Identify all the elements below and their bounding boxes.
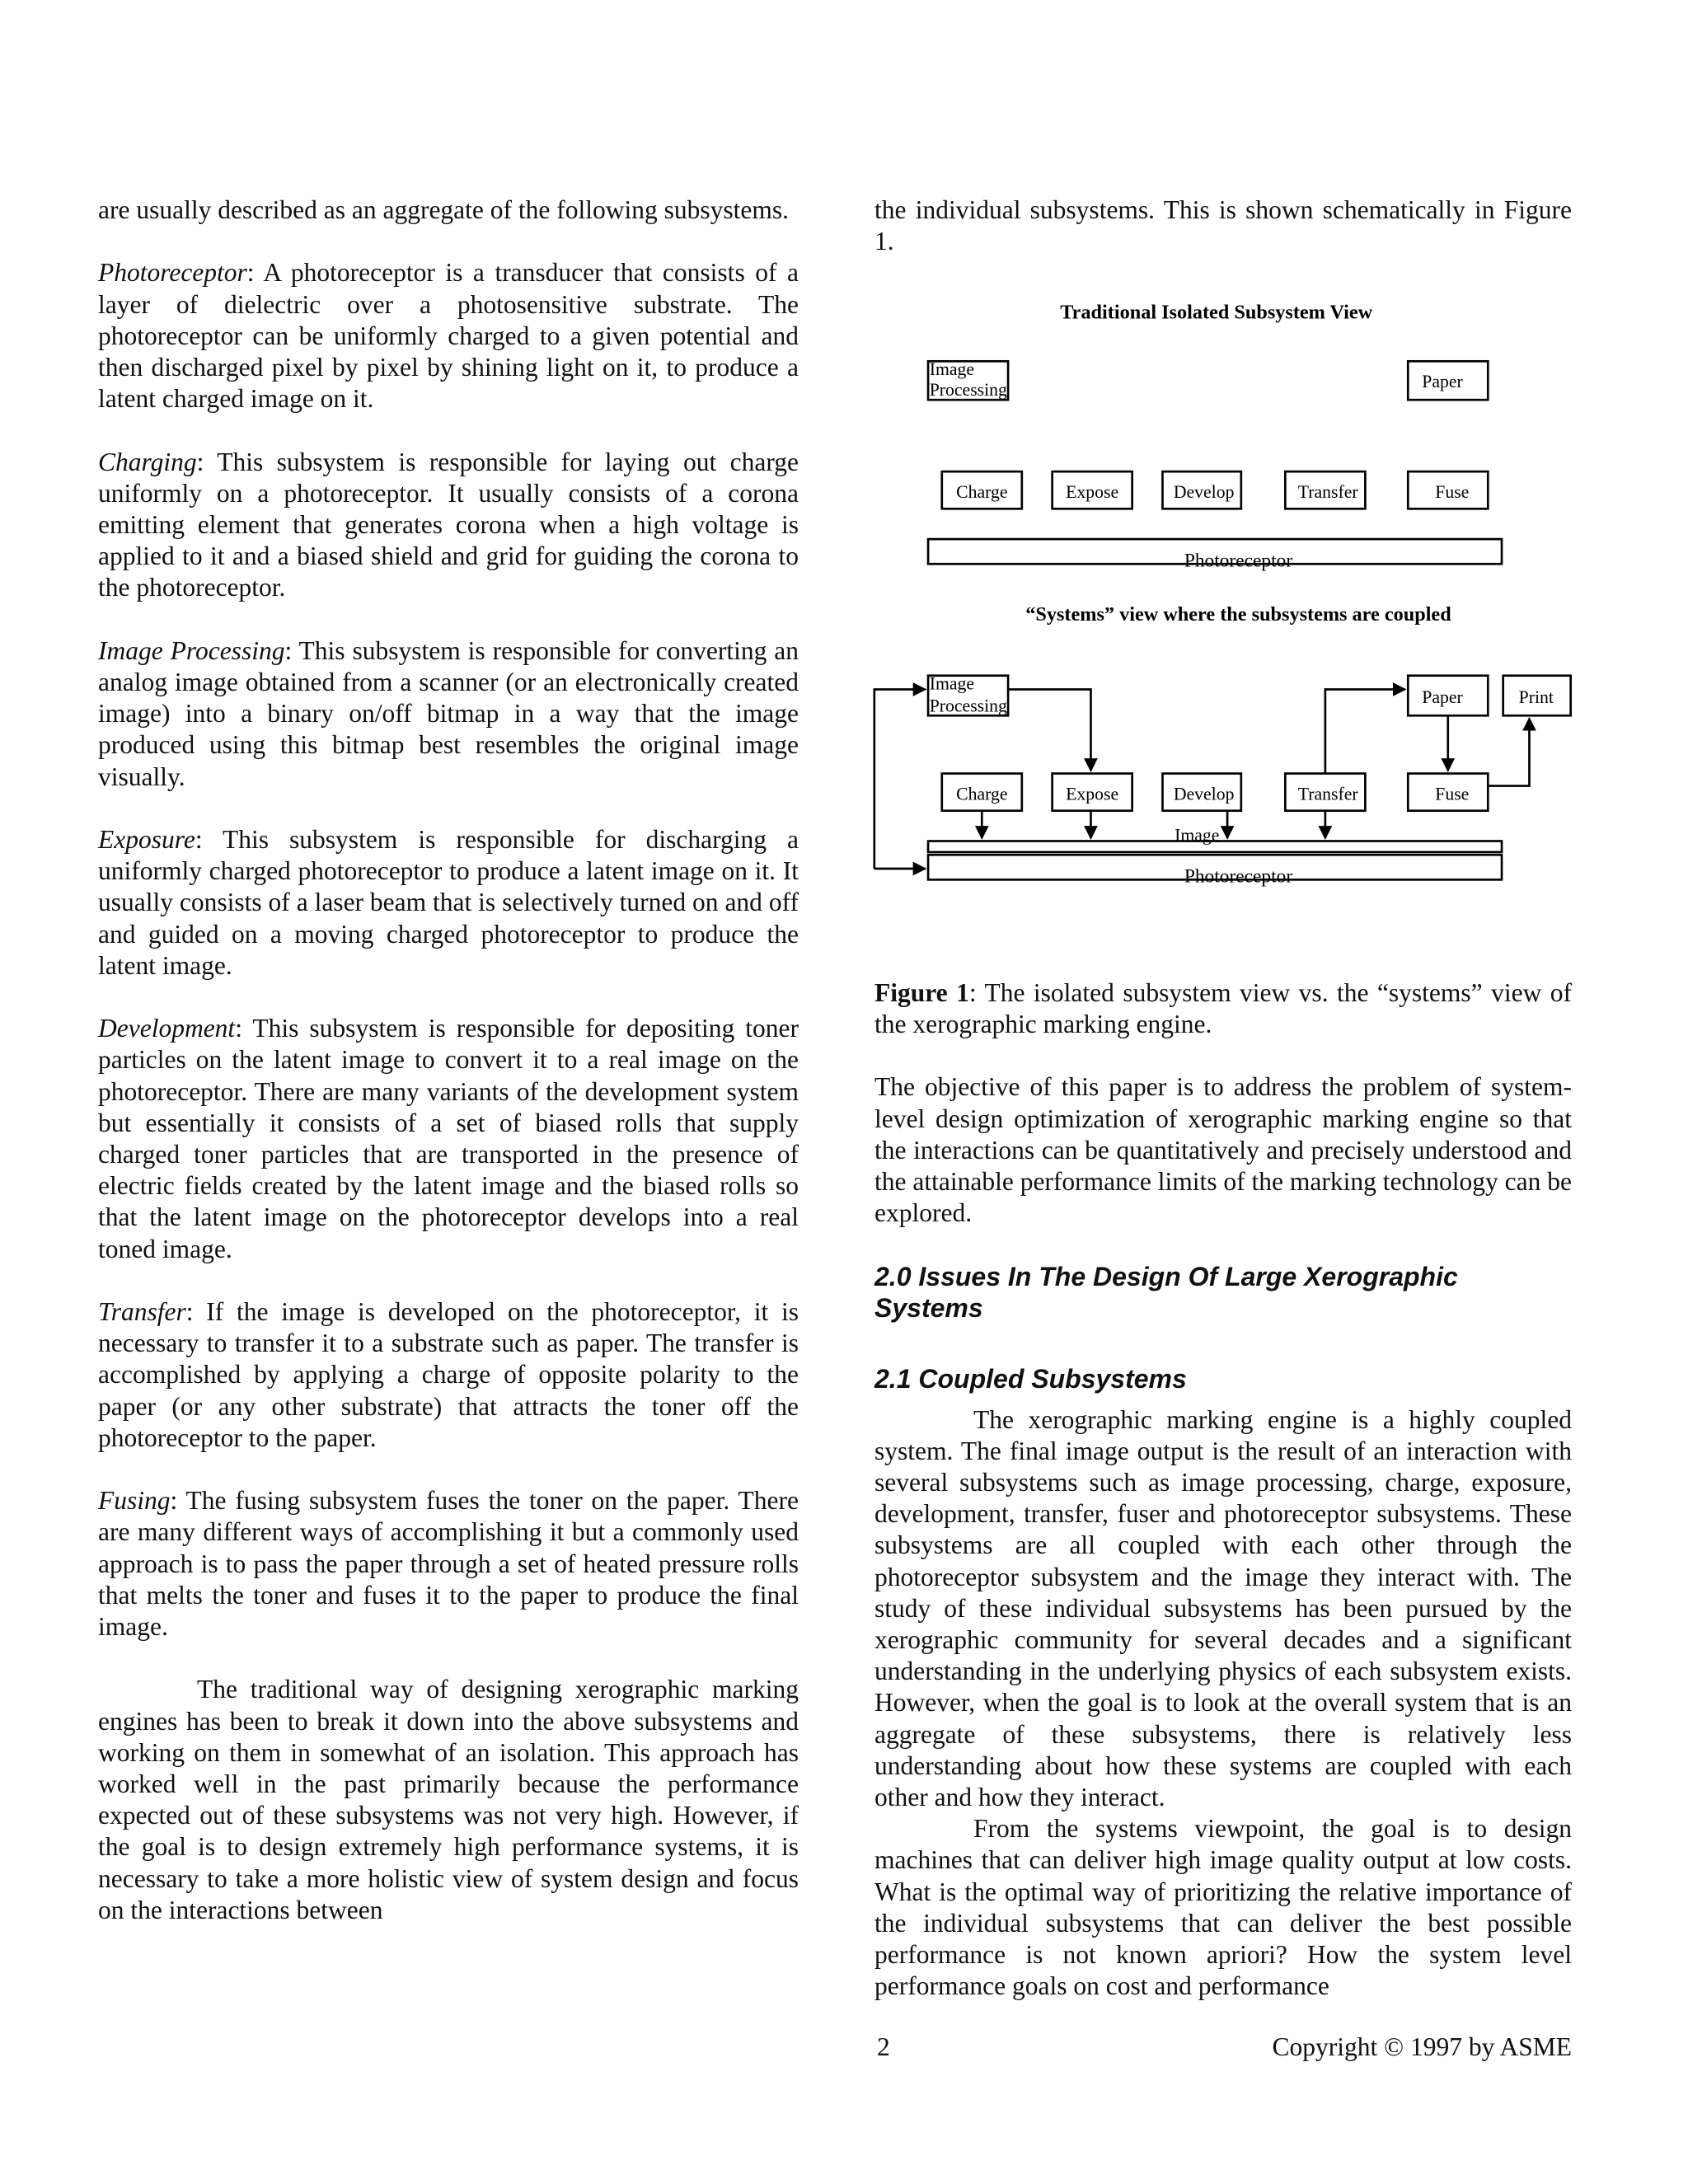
section-heading-2-0: 2.0 Issues In The Design Of Large Xerographic Systems [874, 1261, 1458, 1323]
photoreceptor-label: Photoreceptor [1184, 865, 1293, 888]
box-label: Develop [1173, 481, 1235, 502]
body-paragraph: From the systems viewpoint, the goal is to design machines that can deliver high image quality output at low costs. What is the optimal way of prioritizing the relative importance of the individual subsystems that can deliver the best possible performance is not known apriori? How the system level performance goals on cost and performance [874, 1814, 1572, 2001]
definition: : This subsystem is responsible for discharging a uniformly charged photoreceptor to produce a latent image on it. It usually consists of a laser beam that is selectively turned on and off and guided on a moving charged photoreceptor to produce the latent image. [98, 825, 799, 980]
closing-paragraph: The traditional way of designing xerographic marking engines has been to break it down into the above subsystems and working on them in somewhat of an isolation. This approach has worked well in the past primarily because the performance expected out of these subsystems was not very high. However, if the goal is to design extremely high performance systems, it is necessary to take a more holistic view of system design and focus on the interactions between [98, 1675, 799, 1924]
right-column-body [874, 977, 1572, 2002]
box-label: Transfer [1297, 481, 1358, 502]
box-label: Fuse [1435, 481, 1470, 502]
term: Charging [98, 447, 197, 476]
definition: : If the image is developed on the photoreceptor, it is necessary to transfer it to a substrate such as paper. The transfer is accomplished by applying a charge of opposite polarity to the paper (or any other substrate) that attracts the toner off the photoreceptor to the paper. [98, 1297, 799, 1452]
term: Development [98, 1014, 236, 1043]
term: Exposure [98, 825, 195, 854]
intro-paragraph: are usually described as an aggregate of the following subsystems. [98, 195, 790, 224]
box-label: Paper [1422, 372, 1463, 392]
figure-caption [874, 977, 1572, 1040]
bottom-diagram-title: “Systems” view where the subsystems are coupled [1025, 602, 1451, 626]
term: Fusing [98, 1486, 171, 1516]
photoreceptor-label: Photoreceptor [1184, 550, 1293, 572]
box-label: Image [929, 359, 975, 380]
box-label: Print [1518, 687, 1554, 708]
definition: : This subsystem is responsible for depositing toner particles on the latent image to convert it to a real image on the photoreceptor. There are many variants of the development system but essentially it consists of a set of biased rolls that supply charged toner particles that are transported in the presence of electric fields created by the latent image and the biased rolls so that the latent image on the photoreceptor develops into a real toned image. [98, 1014, 799, 1263]
top-diagram-title: Traditional Isolated Subsystem View [1060, 301, 1373, 324]
box-label: Charge [956, 481, 1008, 502]
body-paragraph: The xerographic marking engine is a highly coupled system. The final image output is the result of an interaction with several subsystems such as image processing, charge, exposure, development, transfer, fuser and photoreceptor subsystems. These subsystems are all coupled with each other through the photoreceptor subsystem and the image they interact with. The study of these individual subsystems has been pursued by the xerographic community for several decades and a significant understanding in the underlying physics of each subsystem exists. However, when the goal is to look at the overall system that is an aggregate of these subsystems, there is relatively less understanding about how these systems are coupled with each other and how they interact. [874, 1404, 1572, 1812]
definition: : This subsystem is responsible for converting an analog image obtained from a scanner (or an electronically created image) into a binary on/off bitmap in a way that the image produced using this bitmap best resembles the original image visually. [98, 635, 799, 791]
section-heading-2-1: 2.1 Coupled Subsystems [874, 1363, 1187, 1394]
box-label: Expose [1066, 784, 1119, 804]
term: Photoreceptor [98, 258, 247, 288]
copyright: Copyright © 1997 by ASME [1272, 2032, 1572, 2061]
definition: : A photoreceptor is a transducer that consists of a layer of dielectric over a photosensitive substrate. The photoreceptor can be uniformly charged to a given potential and then discharged pixel by pixel by shining light on it, to produce a latent charged image on it. [98, 258, 799, 414]
box-label: Transfer [1297, 784, 1358, 804]
image-label: Image [1175, 825, 1220, 846]
box-label: Fuse [1435, 784, 1470, 804]
box-label: Processing [929, 696, 1007, 716]
term: Image Processing [98, 635, 285, 665]
definition: : The fusing subsystem fuses the toner on the paper. There are many different ways of accomplishing it but a commonly used approach is to pass the paper through a set of heated pressure rolls that melts the toner and fuses it to the paper to produce the final image. [98, 1486, 799, 1642]
box-label: Charge [956, 784, 1008, 804]
box-label: Processing [929, 380, 1007, 401]
term: Transfer [98, 1297, 186, 1327]
definition: : This subsystem is responsible for laying out charge uniformly on a photoreceptor. It usually consists of a corona emitting element that generates corona when a high voltage is applied to it and a biased shield and grid for guiding the corona to the photoreceptor. [98, 447, 799, 602]
box-label: Image [929, 673, 975, 694]
page-number: 2 [877, 2032, 890, 2061]
box-label: Paper [1422, 687, 1463, 708]
box-label: Develop [1173, 784, 1235, 804]
caption-label: Figure 1 [874, 978, 969, 1007]
box-label: Expose [1066, 481, 1119, 502]
caption-text: : The isolated subsystem view vs. the “systems” view of the xerographic marking engine. [874, 978, 1573, 1039]
intro-paragraph: the individual subsystems. This is shown schematically in Figure 1. [874, 195, 1572, 256]
objective-paragraph: The objective of this paper is to address the problem of system-level design optimization of xerographic marking engine so that the interactions can be quantitatively and precisely understood and the attainable performance limits of the marking technology can be explored. [874, 1072, 1572, 1228]
